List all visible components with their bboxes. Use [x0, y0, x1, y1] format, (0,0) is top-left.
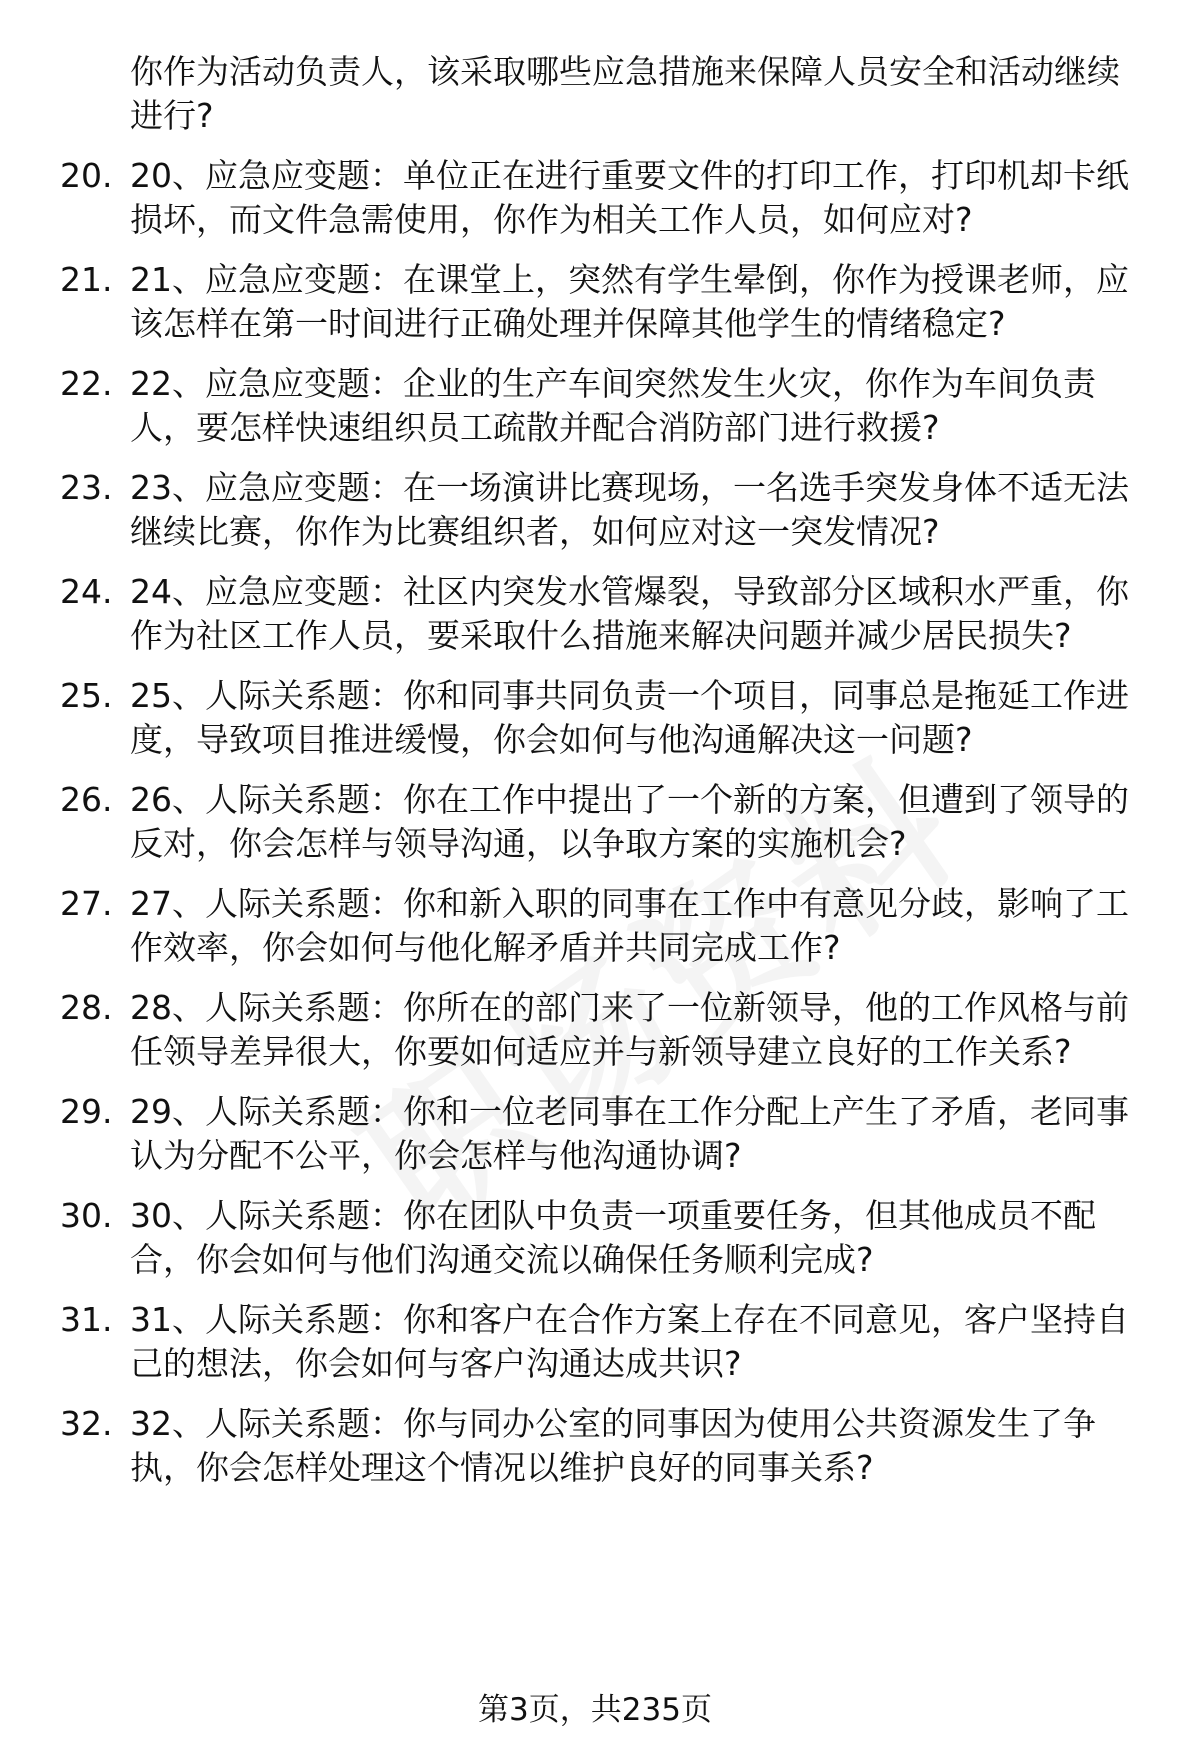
- item-text: 21、应急应变题：在课堂上，突然有学生晕倒，你作为授课老师，应该怎样在第一时间进行正确处理并保障其他学生的情绪稳定?: [130, 260, 1129, 343]
- item-number: 31.: [60, 1300, 113, 1339]
- list-item: [60, 154, 1150, 242]
- item-number: 26.: [60, 780, 113, 819]
- item-number: 28.: [60, 988, 113, 1027]
- list-item: [60, 1402, 1150, 1490]
- item-number: 22.: [60, 364, 113, 403]
- item-text: 28、人际关系题：你所在的部门来了一位新领导，他的工作风格与前任领导差异很大，你要如何适应并与新领导建立良好的工作关系?: [130, 988, 1129, 1071]
- item-text: 30、人际关系题：你在团队中负责一项重要任务，但其他成员不配合，你会如何与他们沟通交流以确保任务顺利完成?: [130, 1196, 1096, 1279]
- continued-text: 你作为活动负责人，该采取哪些应急措施来保障人员安全和活动继续进行?: [130, 52, 1120, 135]
- item-text: 27、人际关系题：你和新入职的同事在工作中有意见分歧，影响了工作效率，你会如何与他化解矛盾并共同完成工作?: [130, 884, 1129, 967]
- item-number: 30.: [60, 1196, 113, 1235]
- list-item: [60, 1298, 1150, 1386]
- list-item: [60, 466, 1150, 554]
- item-number: 25.: [60, 676, 113, 715]
- item-number: 32.: [60, 1404, 113, 1443]
- list-item: [60, 882, 1150, 970]
- item-text: 23、应急应变题：在一场演讲比赛现场，一名选手突发身体不适无法继续比赛，你作为比赛组织者，如何应对这一突发情况?: [130, 468, 1129, 551]
- item-number: 23.: [60, 468, 113, 507]
- list-item: [60, 1090, 1150, 1178]
- list-item: [60, 362, 1150, 450]
- item-number: 29.: [60, 1092, 113, 1131]
- item-text: 20、应急应变题：单位正在进行重要文件的打印工作，打印机却卡纸损坏，而文件急需使用，你作为相关工作人员，如何应对?: [130, 156, 1129, 239]
- item-text: 22、应急应变题：企业的生产车间突然发生火灾，你作为车间负责人，要怎样快速组织员工疏散并配合消防部门进行救援?: [130, 364, 1096, 447]
- item-number: 21.: [60, 260, 113, 299]
- list-item: [60, 258, 1150, 346]
- list-item: [60, 1194, 1150, 1282]
- item-text: 26、人际关系题：你在工作中提出了一个新的方案，但遭到了领导的反对，你会怎样与领导沟通，以争取方案的实施机会?: [130, 780, 1129, 863]
- item-text: 24、应急应变题：社区内突发水管爆裂，导致部分区域积水严重，你作为社区工作人员，要采取什么措施来解决问题并减少居民损失?: [130, 572, 1129, 655]
- item-text: 29、人际关系题：你和一位老同事在工作分配上产生了矛盾，老同事认为分配不公平，你会怎样与他沟通协调?: [130, 1092, 1129, 1175]
- list-item: [60, 674, 1150, 762]
- item-number: 20.: [60, 156, 113, 195]
- page-footer: 第3页，共235页: [478, 1692, 712, 1728]
- list-item: [60, 778, 1150, 866]
- item-number: 24.: [60, 572, 113, 611]
- item-text: 32、人际关系题：你与同办公室的同事因为使用公共资源发生了争执，你会怎样处理这个情况以维护良好的同事关系?: [130, 1404, 1096, 1487]
- list-item: [60, 986, 1150, 1074]
- list-item: [60, 570, 1150, 658]
- item-text: 25、人际关系题：你和同事共同负责一个项目，同事总是拖延工作进度，导致项目推进缓慢，你会如何与他沟通解决这一问题?: [130, 676, 1129, 759]
- item-text: 31、人际关系题：你和客户在合作方案上存在不同意见，客户坚持自己的想法，你会如何与客户沟通达成共识?: [130, 1300, 1129, 1383]
- question-list: [60, 50, 1150, 1506]
- item-number: 27.: [60, 884, 113, 923]
